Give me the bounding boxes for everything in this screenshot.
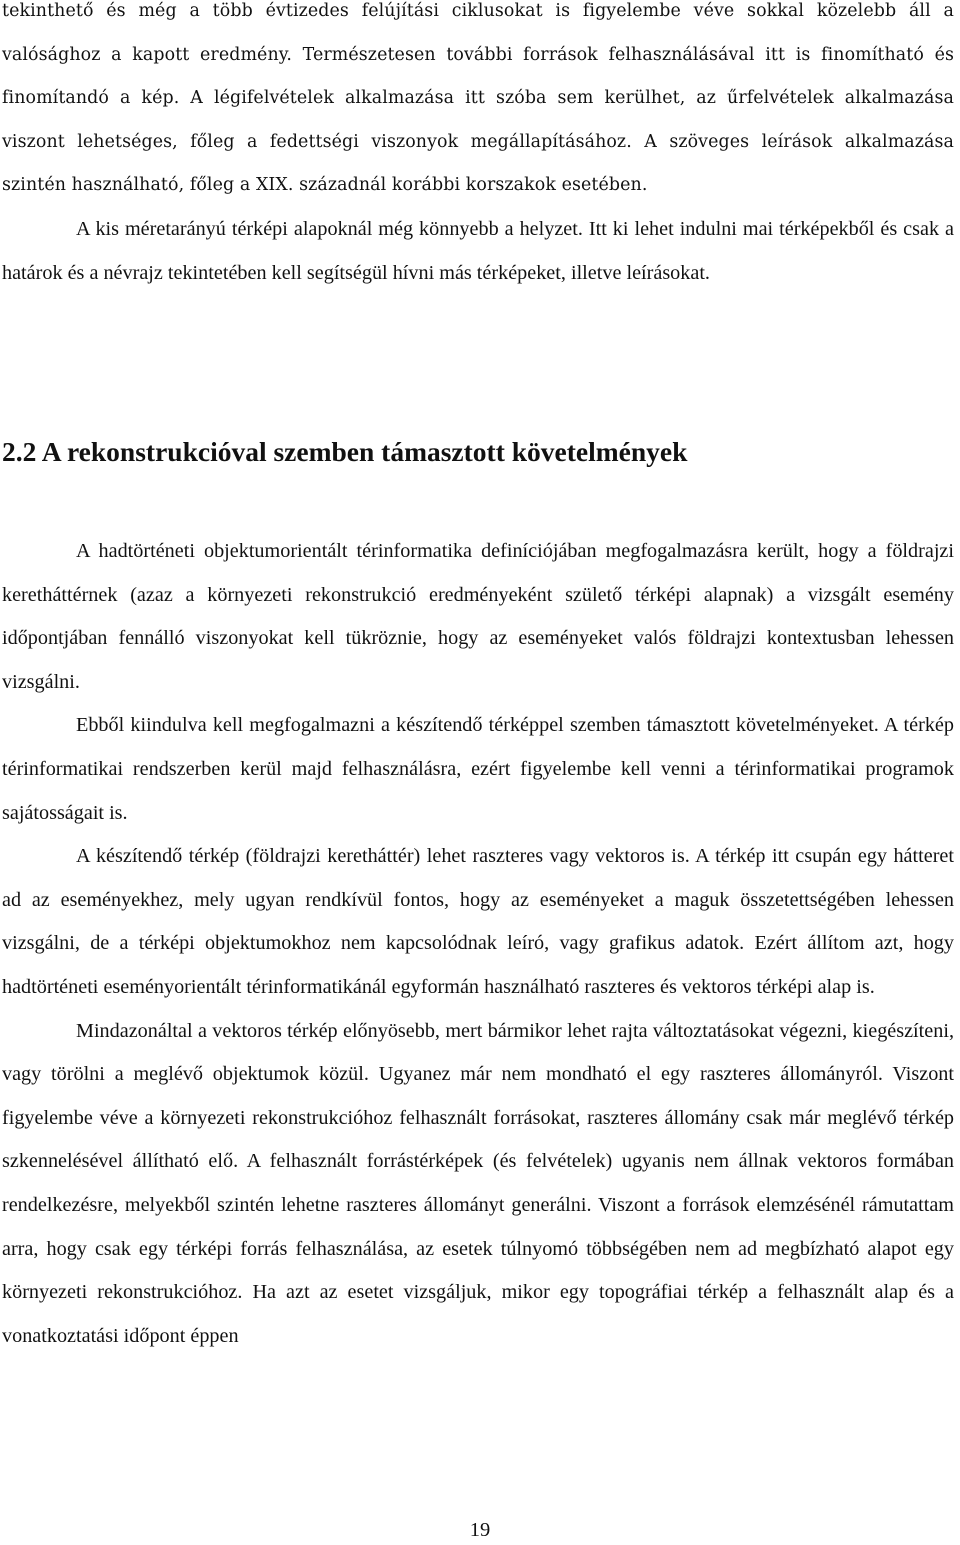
text-block-top (2, 0, 954, 295)
paragraph: A hadtörténeti objektumorientált térinformatika definíciójában megfogalmazásra került, hogy a földrajzi keretháttérnek (azaz a környezeti rekonstrukció eredményeként születő térképi alapnak) a vizsgált esemény időpontjában fennálló viszonyokat kell tükröznie, hogy az eseményeket valós földrajzi kontextusban lehessen vizsgálni. (2, 540, 954, 693)
paragraph: Ebből kiindulva kell megfogalmazni a készítendő térképpel szemben támasztott követelményeket. A térkép térinformatikai rendszerben kerül majd felhasználásra, ezért figyelembe kell venni a térinformatikai programok sajátosságait is. (2, 714, 954, 824)
paragraph: A kis méretarányú térképi alapoknál még könnyebb a helyzet. Itt ki lehet indulni mai térképekből és csak a határok és a névrajz tekintetében kell segítségül hívni más térképeket, illetve leírásokat. (2, 217, 954, 284)
section-heading: 2.2 A rekonstrukcióval szemben támasztott követelmények (2, 436, 688, 467)
text-block-main (2, 530, 954, 1358)
page-number: 19 (469, 1519, 491, 1541)
paragraph-continued: tekinthető és még a több évtizedes felújítási ciklusokat is figyelembe véve sokkal közelebb áll a valósághoz a kapott eredmény. Természetesen további források felhasználásával itt is finomítható és finomítandó a kép. A légifelvételek alkalmazása itt szóba sem kerülhet, az űrfelvételek alkalmazása viszont lehetséges, főleg a fedettségi viszonyok megállapításához. A szöveges leírások alkalmazása szintén használható, főleg a XIX. századnál korábbi korszakok esetében. (2, 1, 954, 196)
paragraph: A készítendő térkép (földrajzi keretháttér) lehet raszteres vagy vektoros is. A térkép itt csupán egy hátteret ad az eseményekhez, mely ugyan rendkívül fontos, hogy az eseményeket a maguk összetettségében lehessen vizsgálni, de a térképi objektumokhoz nem kapcsolódnak leíró, vagy grafikus adatok. Ezért állítom azt, hogy hadtörténeti eseményorientált térinformatikánál egyformán használható raszteres és vektoros térképi alap is. (2, 845, 954, 998)
paragraph: Mindazonáltal a vektoros térkép előnyösebb, mert bármikor lehet rajta változtatásokat végezni, kiegészíteni, vagy törölni a meglévő objektumok közül. Ugyanez már nem mondható el egy raszteres állományról. Viszont figyelembe véve a környezeti rekonstrukcióhoz felhasznált forrásokat, raszteres állomány csak már meglévő térkép szkennelésével állítható elő. A felhasznált forrástérképek (és felvételek) ugyanis nem állnak vektoros formában rendelkezésre, melyekből szintén lehetne raszteres állományt generálni. Viszont a források elemzésénél rámutattam arra, hogy csak egy térképi forrás felhasználása, az esetek túlnyomó többségében nem ad megbízható alapot egy környezeti rekonstrukcióhoz. Ha azt az esetet vizsgáljuk, mikor egy topográfiai térkép a felhasznált alap és a vonatkoztatási időpont éppen (2, 1019, 954, 1347)
